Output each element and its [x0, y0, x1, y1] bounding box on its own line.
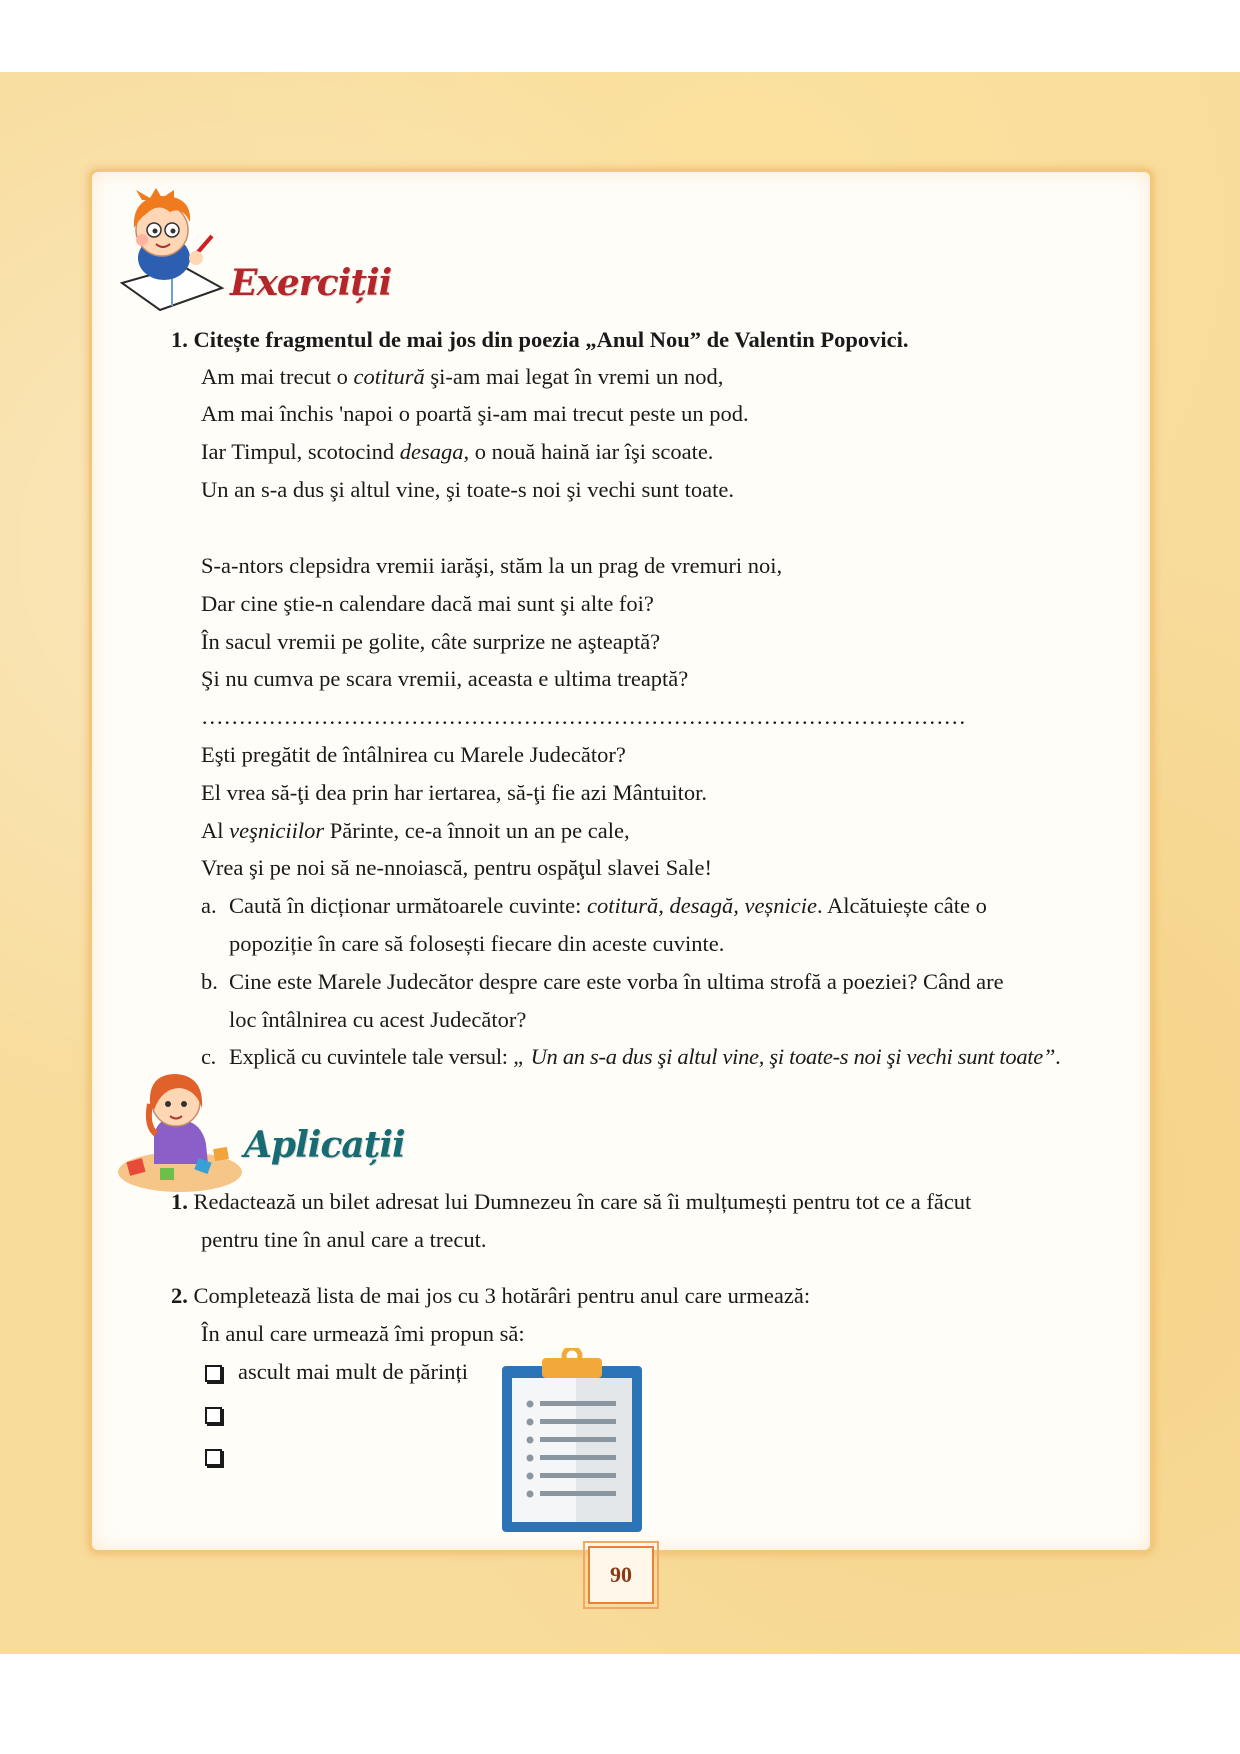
poem-line: S-a-ntors clepsidra vremii iarăşi, stăm la un prag de vremuri noi,: [201, 553, 783, 578]
subquestion-c: c. Explică cu cuvintele tale versul: „ Un an s-a dus şi altul vine, şi toate-s noi şi vechi sunt toate”.: [201, 1044, 1061, 1069]
poem-line: Vrea şi pe noi să ne-nnoiască, pentru ospăţul slavei Sale!: [201, 855, 712, 880]
application-1-cont: pentru tine în anul care a trecut.: [201, 1227, 487, 1252]
exercitii-heading: Exerciții: [230, 262, 392, 304]
clipboard-icon: [498, 1348, 646, 1534]
application-2-intro: În anul care urmează îmi propun să:: [201, 1321, 525, 1346]
application-1: 1. Redactează un bilet adresat lui Dumnezeu în care să îi mulțumești pentru tot ce a făcut: [171, 1189, 972, 1214]
poem-line: El vrea să-ţi dea prin har iertarea, să-ţi fie azi Mântuitor.: [201, 780, 708, 805]
poem-line: Iar Timpul, scotocind desaga, o nouă haină iar îşi scoate.: [201, 439, 714, 464]
subquestion-a-cont: popoziție în care să folosești fiecare din aceste cuvinte.: [229, 931, 725, 956]
task-1-instruction: 1. Citește fragmentul de mai jos din poezia „Anul Nou” de Valentin Popovici.: [171, 327, 909, 352]
resolution-item-1: ascult mai mult de părinți: [238, 1359, 468, 1384]
page-number: 90: [588, 1546, 654, 1604]
aplicatii-heading: Aplicații: [244, 1124, 405, 1166]
checkbox-item-1[interactable]: [205, 1365, 222, 1382]
subquestion-b: b. Cine este Marele Judecător despre care este vorba în ultima strofă a poeziei? Când are: [201, 969, 1004, 994]
checkbox-item-2[interactable]: [205, 1407, 222, 1424]
checkbox-item-3[interactable]: [205, 1449, 222, 1466]
application-2: 2. Completează lista de mai jos cu 3 hotărâri pentru anul care urmează:: [171, 1283, 811, 1308]
poem-ellipsis: …………………………………………………………………………………………: [201, 704, 966, 729]
girl-puzzle-icon: [110, 1064, 245, 1199]
subquestion-a: a. Caută în dicționar următoarele cuvinte: cotitură, desagă, veșnicie. Alcătuiește câte o: [201, 893, 987, 918]
poem-line: Am mai trecut o cotitură şi-am mai legat în vremi un nod,: [201, 364, 724, 389]
poem-line: Al veşniciilor Părinte, ce-a înnoit un an pe cale,: [201, 818, 630, 843]
subquestion-b-cont: loc întâlnirea cu acest Judecător?: [229, 1007, 527, 1032]
poem-line: Un an s-a dus şi altul vine, şi toate-s noi şi vechi sunt toate.: [201, 477, 735, 502]
boy-writing-icon: [112, 188, 232, 323]
poem-line: În sacul vremii pe golite, câte surprize ne aşteaptă?: [201, 629, 661, 654]
poem-line: Dar cine ştie-n calendare dacă mai sunt şi alte foi?: [201, 591, 654, 616]
poem-line: Şi nu cumva pe scara vremii, aceasta e ultima treaptă?: [201, 666, 689, 691]
poem-line: Eşti pregătit de întâlnirea cu Marele Judecător?: [201, 742, 626, 767]
poem-line: Am mai închis 'napoi o poartă şi-am mai trecut peste un pod.: [201, 401, 749, 426]
